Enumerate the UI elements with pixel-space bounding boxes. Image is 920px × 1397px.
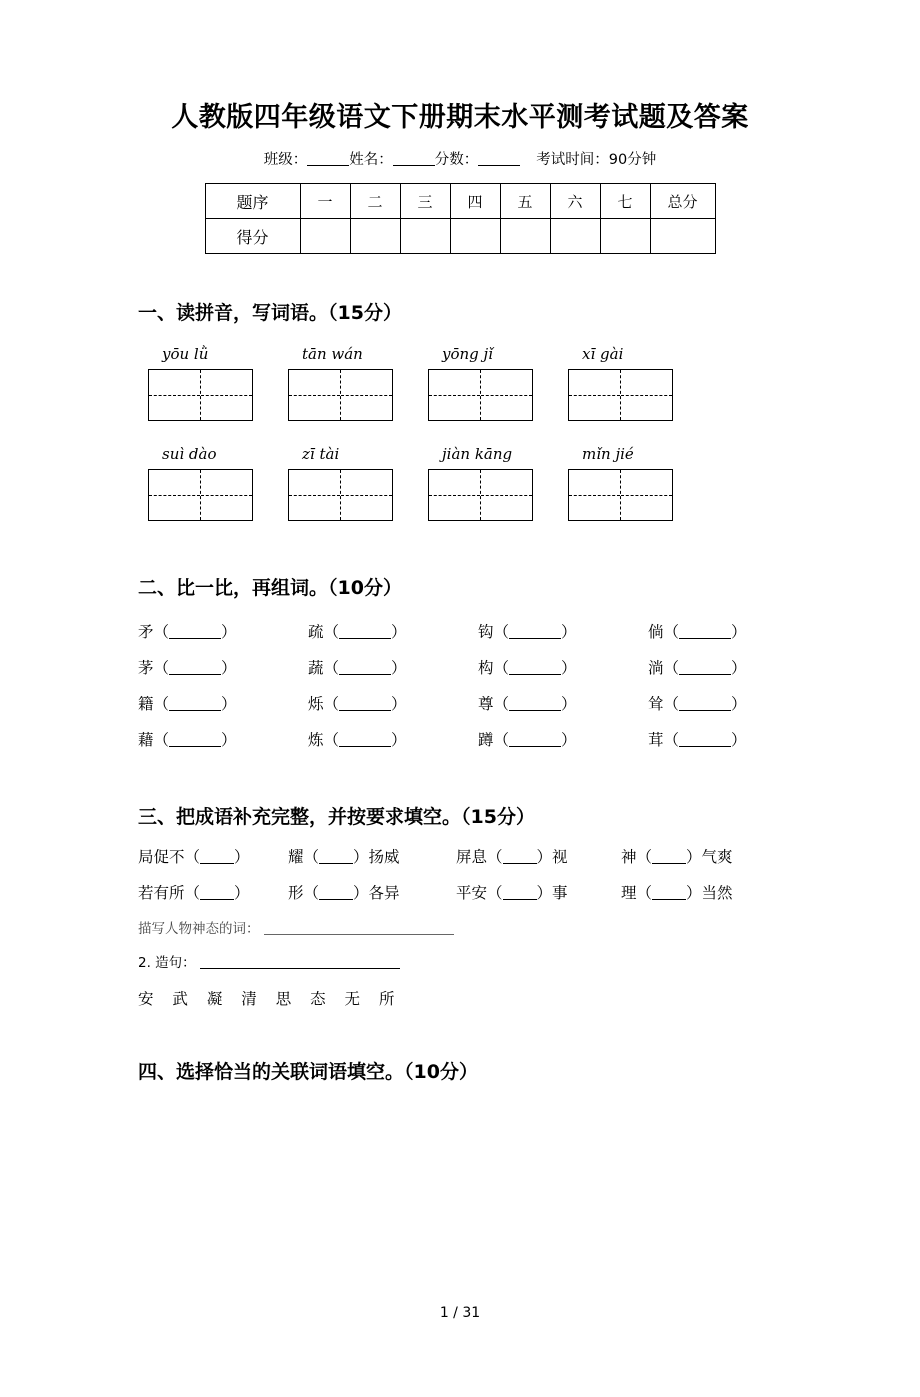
score-cell[interactable] (550, 219, 600, 254)
idiom-suffix: ）当然 (686, 884, 733, 902)
score-blank[interactable] (478, 165, 520, 166)
answer-blank[interactable] (503, 863, 537, 864)
answer-blank[interactable] (319, 863, 353, 864)
score-table-wrapper (100, 183, 820, 254)
idiom-prefix: 理（ (621, 884, 653, 902)
compare-char: 炼（ (308, 731, 340, 749)
tianzi-grid[interactable] (148, 369, 253, 421)
idiom-subquestion-2 (138, 951, 820, 971)
idiom-subquestion-1-label: 描写人物神态的词： (138, 921, 260, 937)
close-paren: ） (221, 659, 237, 677)
answer-blank[interactable] (509, 746, 561, 747)
tianzi-grid[interactable] (288, 369, 393, 421)
name-label: 姓名： (349, 152, 393, 168)
compare-char: 尊（ (478, 695, 510, 713)
answer-blank[interactable] (200, 863, 234, 864)
tianzi-grid[interactable] (148, 469, 253, 521)
score-cell[interactable] (400, 219, 450, 254)
idiom-subquestion-2-label: 2. 造句： (138, 955, 196, 971)
compare-item (308, 728, 478, 750)
idiom-item (288, 845, 456, 867)
score-table-header-cell-total: 总分 (650, 184, 715, 219)
idiom-suffix: ） (234, 848, 250, 866)
close-paren: ） (221, 695, 237, 713)
writing-grid-row-1 (148, 369, 820, 421)
answer-blank[interactable] (679, 710, 731, 711)
close-paren: ） (391, 731, 407, 749)
answer-blank-long[interactable] (200, 968, 400, 969)
compare-item (308, 692, 478, 714)
writing-grid-row-2 (148, 469, 820, 521)
compare-char: 茅（ (138, 659, 170, 677)
score-cell-total[interactable] (650, 219, 715, 254)
score-row-label: 得分 (205, 219, 300, 254)
score-cell[interactable] (350, 219, 400, 254)
compare-item (648, 692, 818, 714)
answer-blank[interactable] (339, 674, 391, 675)
idiom-prefix: 若有所（ (138, 884, 201, 902)
idiom-item (621, 881, 781, 903)
answer-blank[interactable] (169, 674, 221, 675)
idiom-item (621, 845, 781, 867)
idiom-suffix: ） (234, 884, 250, 902)
score-table-header-cell: 三 (400, 184, 450, 219)
close-paren: ） (221, 623, 237, 641)
idiom-row (138, 881, 820, 903)
writing-grid-group[interactable] (288, 469, 428, 521)
compare-char: 籍（ (138, 695, 170, 713)
tianzi-grid[interactable] (288, 469, 393, 521)
idiom-row (138, 845, 820, 867)
pinyin-label: zī tài (302, 445, 340, 463)
tianzi-grid[interactable] (428, 369, 533, 421)
idiom-suffix: ）扬威 (353, 848, 400, 866)
compare-item (478, 620, 648, 642)
idiom-prefix: 形（ (288, 884, 320, 902)
page-title: 人教版四年级语文下册期末水平测考试题及答案 (171, 102, 749, 133)
writing-grid-group[interactable] (288, 369, 428, 421)
score-table-header-cell: 一 (300, 184, 350, 219)
score-cell[interactable] (300, 219, 350, 254)
pinyin-row-2 (148, 445, 820, 463)
compare-char: 构（ (478, 659, 510, 677)
compare-item (138, 620, 308, 642)
answer-blank[interactable] (679, 746, 731, 747)
score-cell[interactable] (600, 219, 650, 254)
score-table-header-cell: 二 (350, 184, 400, 219)
tianzi-grid[interactable] (568, 469, 673, 521)
compare-char: 钩（ (478, 623, 510, 641)
pinyin-label: mǐn jié (582, 445, 634, 463)
idiom-prefix: 屏息（ (456, 848, 503, 866)
table-row (205, 219, 715, 254)
writing-grid-group[interactable] (428, 369, 568, 421)
close-paren: ） (561, 695, 577, 713)
close-paren: ） (561, 731, 577, 749)
pinyin-label: suì dào (162, 445, 217, 463)
compare-row (138, 692, 820, 714)
compare-char: 蹲（ (478, 731, 510, 749)
compare-item (648, 656, 818, 678)
answer-blank[interactable] (169, 710, 221, 711)
tianzi-grid[interactable] (568, 369, 673, 421)
answer-blank[interactable] (169, 746, 221, 747)
pinyin-label: yōng jǐ (442, 345, 493, 363)
compare-item (138, 728, 308, 750)
score-table-header-cell: 六 (550, 184, 600, 219)
score-label: 分数： (434, 152, 479, 168)
section-title-4: 四、选择恰当的关联词语填空。（10分） (138, 1061, 478, 1083)
section-title-2: 二、比一比，再组词。（10分） (138, 577, 402, 599)
score-table-header-cell: 七 (600, 184, 650, 219)
answer-blank[interactable] (319, 899, 353, 900)
idiom-prefix: 神（ (621, 848, 653, 866)
close-paren: ） (391, 659, 407, 677)
answer-blank[interactable] (339, 638, 391, 639)
compare-item (648, 620, 818, 642)
pinyin-label: tān wán (302, 345, 363, 363)
section-title-1: 一、读拼音，写词语。（15分） (138, 302, 402, 324)
idiom-item (138, 881, 288, 903)
answer-blank-long[interactable] (264, 934, 454, 935)
answer-blank[interactable] (679, 674, 731, 675)
answer-blank[interactable] (509, 674, 561, 675)
answer-blank[interactable] (200, 899, 234, 900)
tianzi-grid[interactable] (428, 469, 533, 521)
compare-char: 蔬（ (308, 659, 340, 677)
close-paren: ） (561, 659, 577, 677)
character-pool: 安 武 凝 清 思 态 无 所 (138, 990, 402, 1008)
compare-item (648, 728, 818, 750)
answer-blank[interactable] (503, 899, 537, 900)
compare-item (138, 656, 308, 678)
score-table (205, 183, 716, 254)
writing-grid-group[interactable] (148, 369, 288, 421)
close-paren: ） (221, 731, 237, 749)
answer-blank[interactable] (509, 638, 561, 639)
idiom-item (456, 881, 621, 903)
exam-time-label: 考试时间：90分钟 (536, 152, 657, 168)
idiom-subquestion-1 (138, 917, 820, 937)
section-title-3: 三、把成语补充完整，并按要求填空。（15分） (138, 806, 535, 828)
score-cell[interactable] (450, 219, 500, 254)
score-table-header-cell: 四 (450, 184, 500, 219)
answer-blank[interactable] (509, 710, 561, 711)
compare-char: 淌（ (648, 659, 680, 677)
compare-char: 矛（ (138, 623, 170, 641)
pinyin-row-1 (148, 345, 820, 363)
compare-char: 倘（ (648, 623, 680, 641)
close-paren: ） (731, 623, 747, 641)
idiom-suffix: ）事 (536, 884, 568, 902)
compare-char: 藉（ (138, 731, 170, 749)
close-paren: ） (561, 623, 577, 641)
answer-blank[interactable] (679, 638, 731, 639)
pinyin-label: xī gài (582, 345, 624, 363)
idiom-item (456, 845, 621, 867)
page-number: 1 / 31 (439, 1305, 481, 1321)
close-paren: ） (731, 659, 747, 677)
score-table-header-cell: 五 (500, 184, 550, 219)
idiom-prefix: 耀（ (288, 848, 320, 866)
answer-blank[interactable] (339, 710, 391, 711)
idiom-item (138, 845, 288, 867)
compare-item (478, 692, 648, 714)
close-paren: ） (391, 695, 407, 713)
writing-grid-group[interactable] (568, 469, 708, 521)
idiom-suffix: ）气爽 (686, 848, 733, 866)
answer-blank[interactable] (339, 746, 391, 747)
answer-blank[interactable] (652, 899, 686, 900)
idiom-item (288, 881, 456, 903)
class-label: 班级： (263, 152, 308, 168)
answer-blank[interactable] (652, 863, 686, 864)
compare-char: 疏（ (308, 623, 340, 641)
writing-grid-group[interactable] (428, 469, 568, 521)
exam-page (0, 95, 920, 1397)
compare-item (138, 692, 308, 714)
compare-char: 耸（ (648, 695, 680, 713)
table-row-header (205, 184, 715, 219)
close-paren: ） (731, 731, 747, 749)
compare-item (308, 656, 478, 678)
idiom-suffix: ）视 (536, 848, 568, 866)
compare-row (138, 656, 820, 678)
pinyin-label: yōu lǜ (162, 345, 209, 363)
compare-char: 茸（ (648, 731, 680, 749)
student-info-line (100, 148, 820, 169)
compare-item (478, 728, 648, 750)
close-paren: ） (731, 695, 747, 713)
writing-grid-group[interactable] (568, 369, 708, 421)
answer-blank[interactable] (169, 638, 221, 639)
class-blank[interactable] (307, 165, 349, 166)
score-table-header-cell: 题序 (205, 184, 300, 219)
compare-item (308, 620, 478, 642)
pinyin-label: jiàn kāng (442, 445, 513, 463)
writing-grid-group[interactable] (148, 469, 288, 521)
close-paren: ） (391, 623, 407, 641)
score-cell[interactable] (500, 219, 550, 254)
idiom-prefix: 局促不（ (138, 848, 201, 866)
idiom-prefix: 平安（ (456, 884, 503, 902)
idiom-suffix: ）各异 (353, 884, 400, 902)
name-blank[interactable] (393, 165, 435, 166)
compare-item (478, 656, 648, 678)
compare-char: 烁（ (308, 695, 340, 713)
compare-row (138, 728, 820, 750)
compare-row (138, 620, 820, 642)
